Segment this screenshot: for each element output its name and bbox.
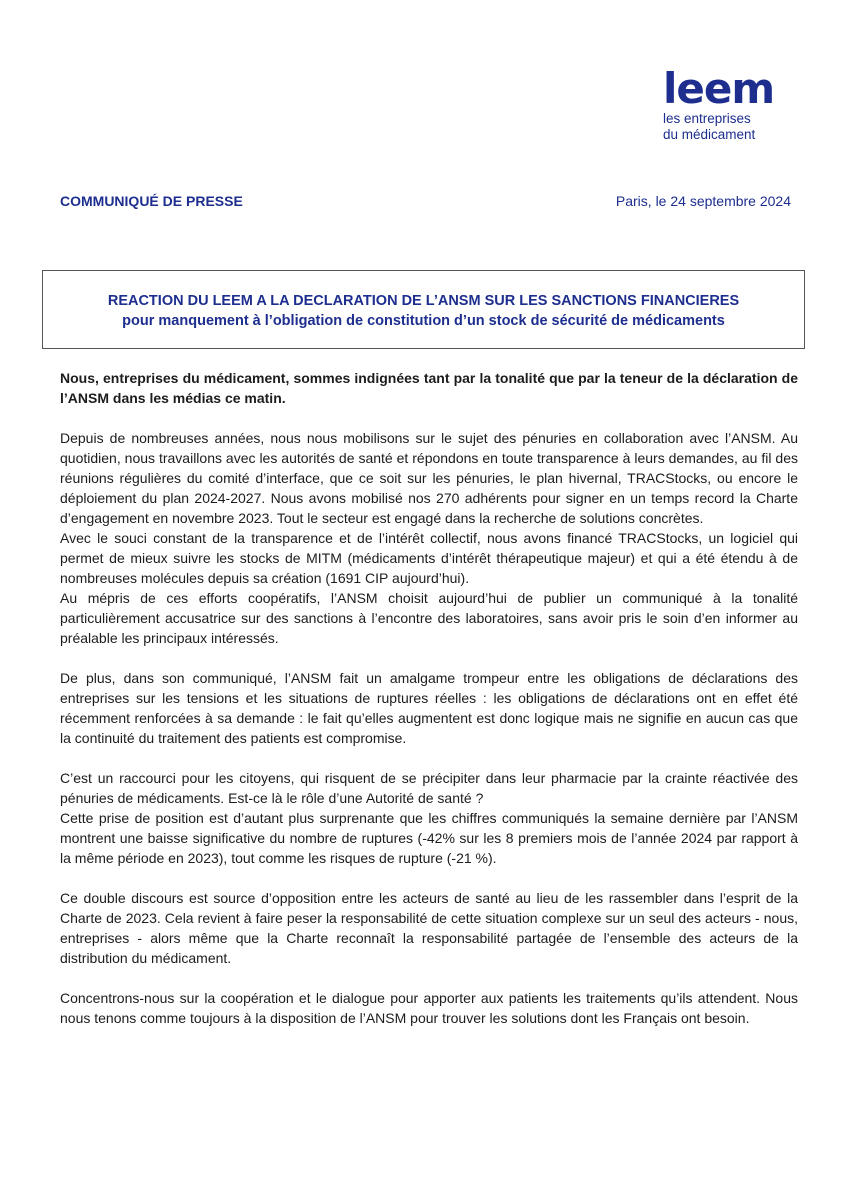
- title-subtitle: pour manquement à l’obligation de constitution d’un stock de sécurité de médicaments: [122, 313, 725, 329]
- paragraph-amalgame: De plus, dans son communiqué, l’ANSM fait un amalgame trompeur entre les obligations de déclarations des entreprises sur les tensions et les situations de ruptures réelles : les obligations de déclarations ont en effet été récemment renforcées à sa demande : le fait qu’elles augmentent est donc logique mais ne signifie en aucun cas que la continuité du traitement des patients est compromise.: [60, 670, 798, 746]
- logo-tagline-line2: du médicament: [663, 127, 756, 142]
- paragraph-text: Au mépris de ces efforts coopératifs, l’ANSM choisit aujourd’hui de publier un communiqué à la tonalité particulièrement accusatrice sur des sanctions à l’encontre des laboratoires, sans avoir pris le soin d’en informer au préalable les principaux intéressés.: [60, 590, 798, 646]
- paragraph-mobilisation: [60, 428, 798, 648]
- document-body: [60, 368, 798, 1048]
- press-release-date: Paris, le 24 septembre 2024: [615, 193, 791, 209]
- paragraph-raccourci: [60, 768, 798, 868]
- paragraph-text: Avec le souci constant de la transparence et de l’intérêt collectif, nous avons financé TRACStocks, un logiciel qui permet de mieux suivre les stocks de MITM (médicaments d’intérêt thérapeutique majeur) et qui a été étendu à de nombreuses molécules depuis sa création (1691 CIP aujourd’hui).: [60, 530, 798, 586]
- logo-wordmark: leem: [663, 64, 775, 113]
- paragraph-text: Cette prise de position est d’autant plus surprenante que les chiffres communiqués la semaine dernière par l’ANSM montrent une baisse significative du nombre de ruptures (-42% sur les 8 premiers mois de l’année 2024 par rapport à la même période en 2023), tout comme les risques de rupture (-21 %).: [60, 810, 798, 866]
- press-release-label: COMMUNIQUÉ DE PRESSE: [60, 193, 243, 209]
- title-box: [42, 270, 805, 349]
- paragraph-conclusion: Concentrons-nous sur la coopération et le dialogue pour apporter aux patients les traitements qu’ils attendent. Nous nous tenons comme toujours à la disposition de l’ANSM pour trouver les solutions dont les Français ont besoin.: [60, 990, 798, 1026]
- title-main: REACTION DU LEEM A LA DECLARATION DE L’ANSM SUR LES SANCTIONS FINANCIERES: [107, 293, 740, 309]
- paragraph-text: C’est un raccourci pour les citoyens, qui risquent de se précipiter dans leur pharmacie par la crainte réactivée des pénuries de médicaments. Est-ce là le rôle d’une Autorité de santé ?: [60, 770, 798, 806]
- logo-tagline-line1: les entreprises: [663, 111, 751, 126]
- paragraph-text: Depuis de nombreuses années, nous nous mobilisons sur le sujet des pénuries en collaboration avec l’ANSM. Au quotidien, nous travaillons avec les autorités de santé et répondons en toute transparence à leurs demandes, au fil des réunions régulières du comité d’interface, que ce soit sur les pénuries, le plan hivernal, TRACStocks, ou encore le déploiement du plan 2024-2027. Nous avons mobilisé nos 270 adhérents pour signer en un temps record la Charte d’engagement en novembre 2023. Tout le secteur est engagé dans la recherche de solutions concrètes.: [60, 430, 798, 526]
- leem-logo: [663, 64, 775, 142]
- lead-paragraph: Nous, entreprises du médicament, sommes indignées tant par la tonalité que par la teneur de la déclaration de l’ANSM dans les médias ce matin.: [60, 370, 798, 406]
- paragraph-double-discours: Ce double discours est source d’opposition entre les acteurs de santé au lieu de les rassembler dans l’esprit de la Charte de 2023. Cela revient à faire peser la responsabilité de cette situation complexe sur un seul des acteurs - nous, entreprises - alors même que la Charte reconnaît la responsabilité partagée de l’ensemble des acteurs de la distribution du médicament.: [60, 890, 798, 966]
